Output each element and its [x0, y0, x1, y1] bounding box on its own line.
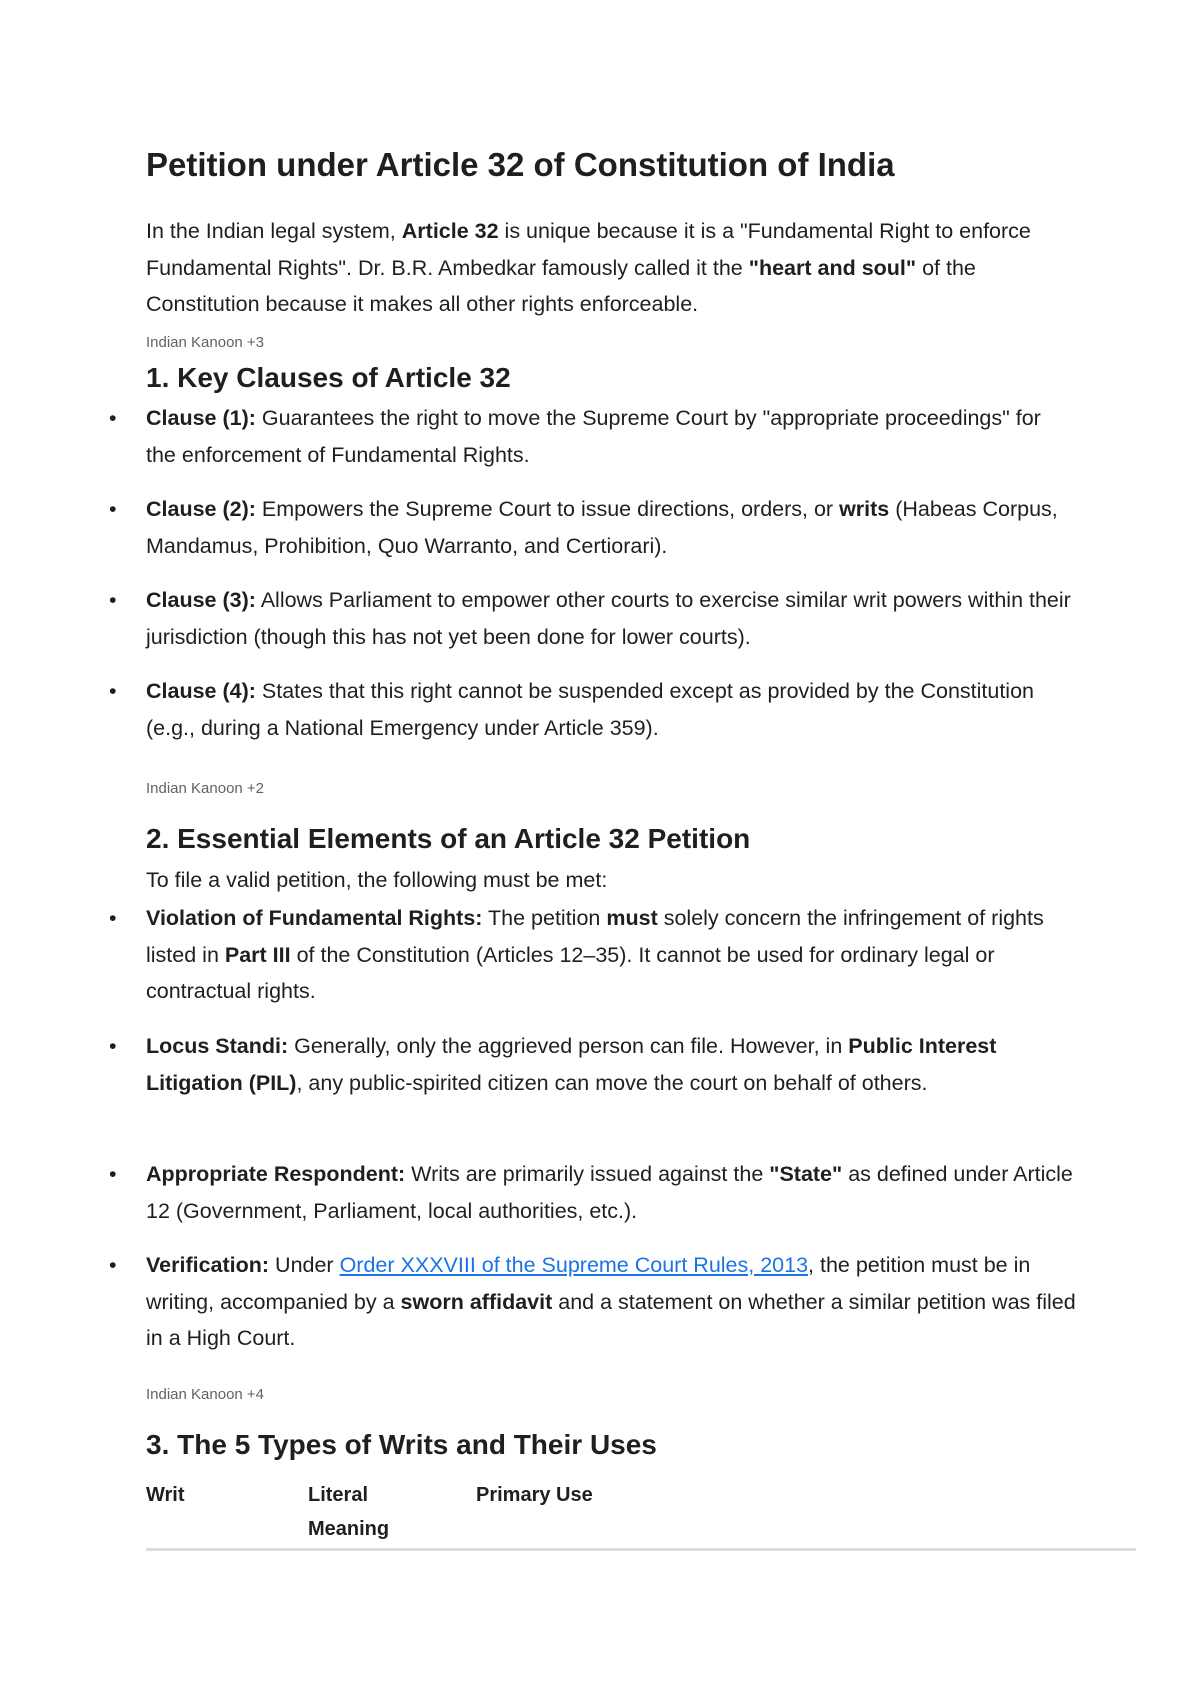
element-text: as defined under Article 12 (Government, Parliament, local authorities, etc.). [146, 1162, 1073, 1223]
page-title: Petition under Article 32 of Constitution of India [146, 146, 895, 183]
section-3-heading: 3. The 5 Types of Writs and Their Uses [146, 1429, 657, 1460]
clause-label: Clause (1): [146, 406, 256, 430]
source-citation-2[interactable]: Indian Kanoon +2 [146, 780, 265, 797]
table-header-writ: Writ [146, 1484, 185, 1506]
list-item [109, 491, 1076, 564]
table-header-primary-use: Primary Use [476, 1484, 593, 1506]
source-citation-3[interactable]: Indian Kanoon +4 [146, 1386, 265, 1403]
bullet-icon: • [109, 1162, 117, 1186]
list-item [109, 400, 1076, 473]
intro-paragraph [146, 213, 1076, 323]
list-item [109, 673, 1076, 746]
element-text: The petition [482, 906, 607, 930]
supreme-court-rules-link[interactable]: Order XXXVIII of the Supreme Court Rules, 2013 [339, 1253, 809, 1277]
element-text: , the petition must be in writing, accompanied by a [146, 1253, 1031, 1314]
bullet-icon: • [109, 406, 117, 430]
list-item [109, 582, 1076, 655]
element-bold: sworn affidavit [400, 1289, 553, 1314]
section-2-lead: To file a valid petition, the following must be met: [146, 868, 608, 892]
intro-text-1: In the Indian legal system, [146, 219, 402, 243]
clause-label: Clause (4): [146, 679, 256, 703]
element-text: solely concern the infringement of rights listed in [146, 906, 1044, 967]
list-item [109, 1247, 1076, 1357]
list-item [109, 1156, 1076, 1229]
clause-text: Empowers the Supreme Court to issue directions, orders, or [255, 497, 840, 521]
element-text: Generally, only the aggrieved person can file. However, in [288, 1034, 849, 1058]
list-item [109, 1028, 1076, 1101]
element-label: Locus Standi: [146, 1034, 289, 1058]
element-text: and a statement on whether a similar petition was filed in a High Court. [146, 1289, 1076, 1350]
bullet-icon: • [109, 906, 117, 930]
element-text: Writs are primarily issued against the [405, 1162, 770, 1186]
section-2-heading: 2. Essential Elements of an Article 32 Petition [146, 823, 751, 854]
clause-text-cont: (Habeas Corpus, Mandamus, Prohibition, Quo Warranto, and Certiorari). [146, 497, 1058, 558]
element-label: Violation of Fundamental Rights: [146, 906, 483, 930]
list-item [109, 900, 1076, 1010]
table-header-literal-meaning: Literal Meaning [308, 1484, 390, 1540]
clause-bold-term: writs [839, 497, 890, 521]
element-label: Verification: [146, 1253, 270, 1277]
element-bold: must [606, 906, 658, 930]
clause-text: States that this right cannot be suspended except as provided by the Constitution (e.g., during a National Emergency under Article 359). [146, 679, 1034, 740]
clause-label: Clause (3): [146, 588, 256, 612]
intro-text-2: is unique because it is a "Fundamental Right to enforce Fundamental Rights". Dr. B.R. Ambedkar famously called it the [146, 219, 1031, 280]
bullet-icon: • [109, 1253, 117, 1277]
clause-label: Clause (2): [146, 497, 256, 521]
writs-table-header [146, 1478, 1136, 1551]
section-1-heading: 1. Key Clauses of Article 32 [146, 362, 511, 393]
bullet-icon: • [109, 588, 117, 612]
bullet-icon: • [109, 1034, 117, 1058]
intro-bold-2: "heart and soul" [748, 255, 917, 280]
element-text: Under [269, 1253, 340, 1277]
clause-text: Guarantees the right to move the Supreme Court by "appropriate proceedings" for the enforcement of Fundamental Rights. [146, 406, 1041, 467]
element-bold: Part III [224, 942, 291, 967]
intro-text-3: of the Constitution because it makes all other rights enforceable. [146, 255, 976, 316]
clause-text: Allows Parliament to empower other courts to exercise similar writ powers within their jurisdiction (though this has not yet been done for lower courts). [146, 588, 1071, 649]
element-label: Appropriate Respondent: [146, 1162, 406, 1186]
element-text: of the Constitution (Articles 12–35). It cannot be used for ordinary legal or contractual rights. [146, 942, 995, 1003]
source-citation-1[interactable]: Indian Kanoon +3 [146, 334, 265, 351]
element-text: , any public-spirited citizen can move the court on behalf of others. [296, 1070, 928, 1095]
element-bold: "State" [769, 1162, 843, 1186]
element-bold: Public Interest Litigation (PIL) [146, 1034, 997, 1095]
bullet-icon: • [109, 497, 117, 521]
intro-bold-1: Article 32 [401, 219, 499, 243]
bullet-icon: • [109, 679, 117, 703]
